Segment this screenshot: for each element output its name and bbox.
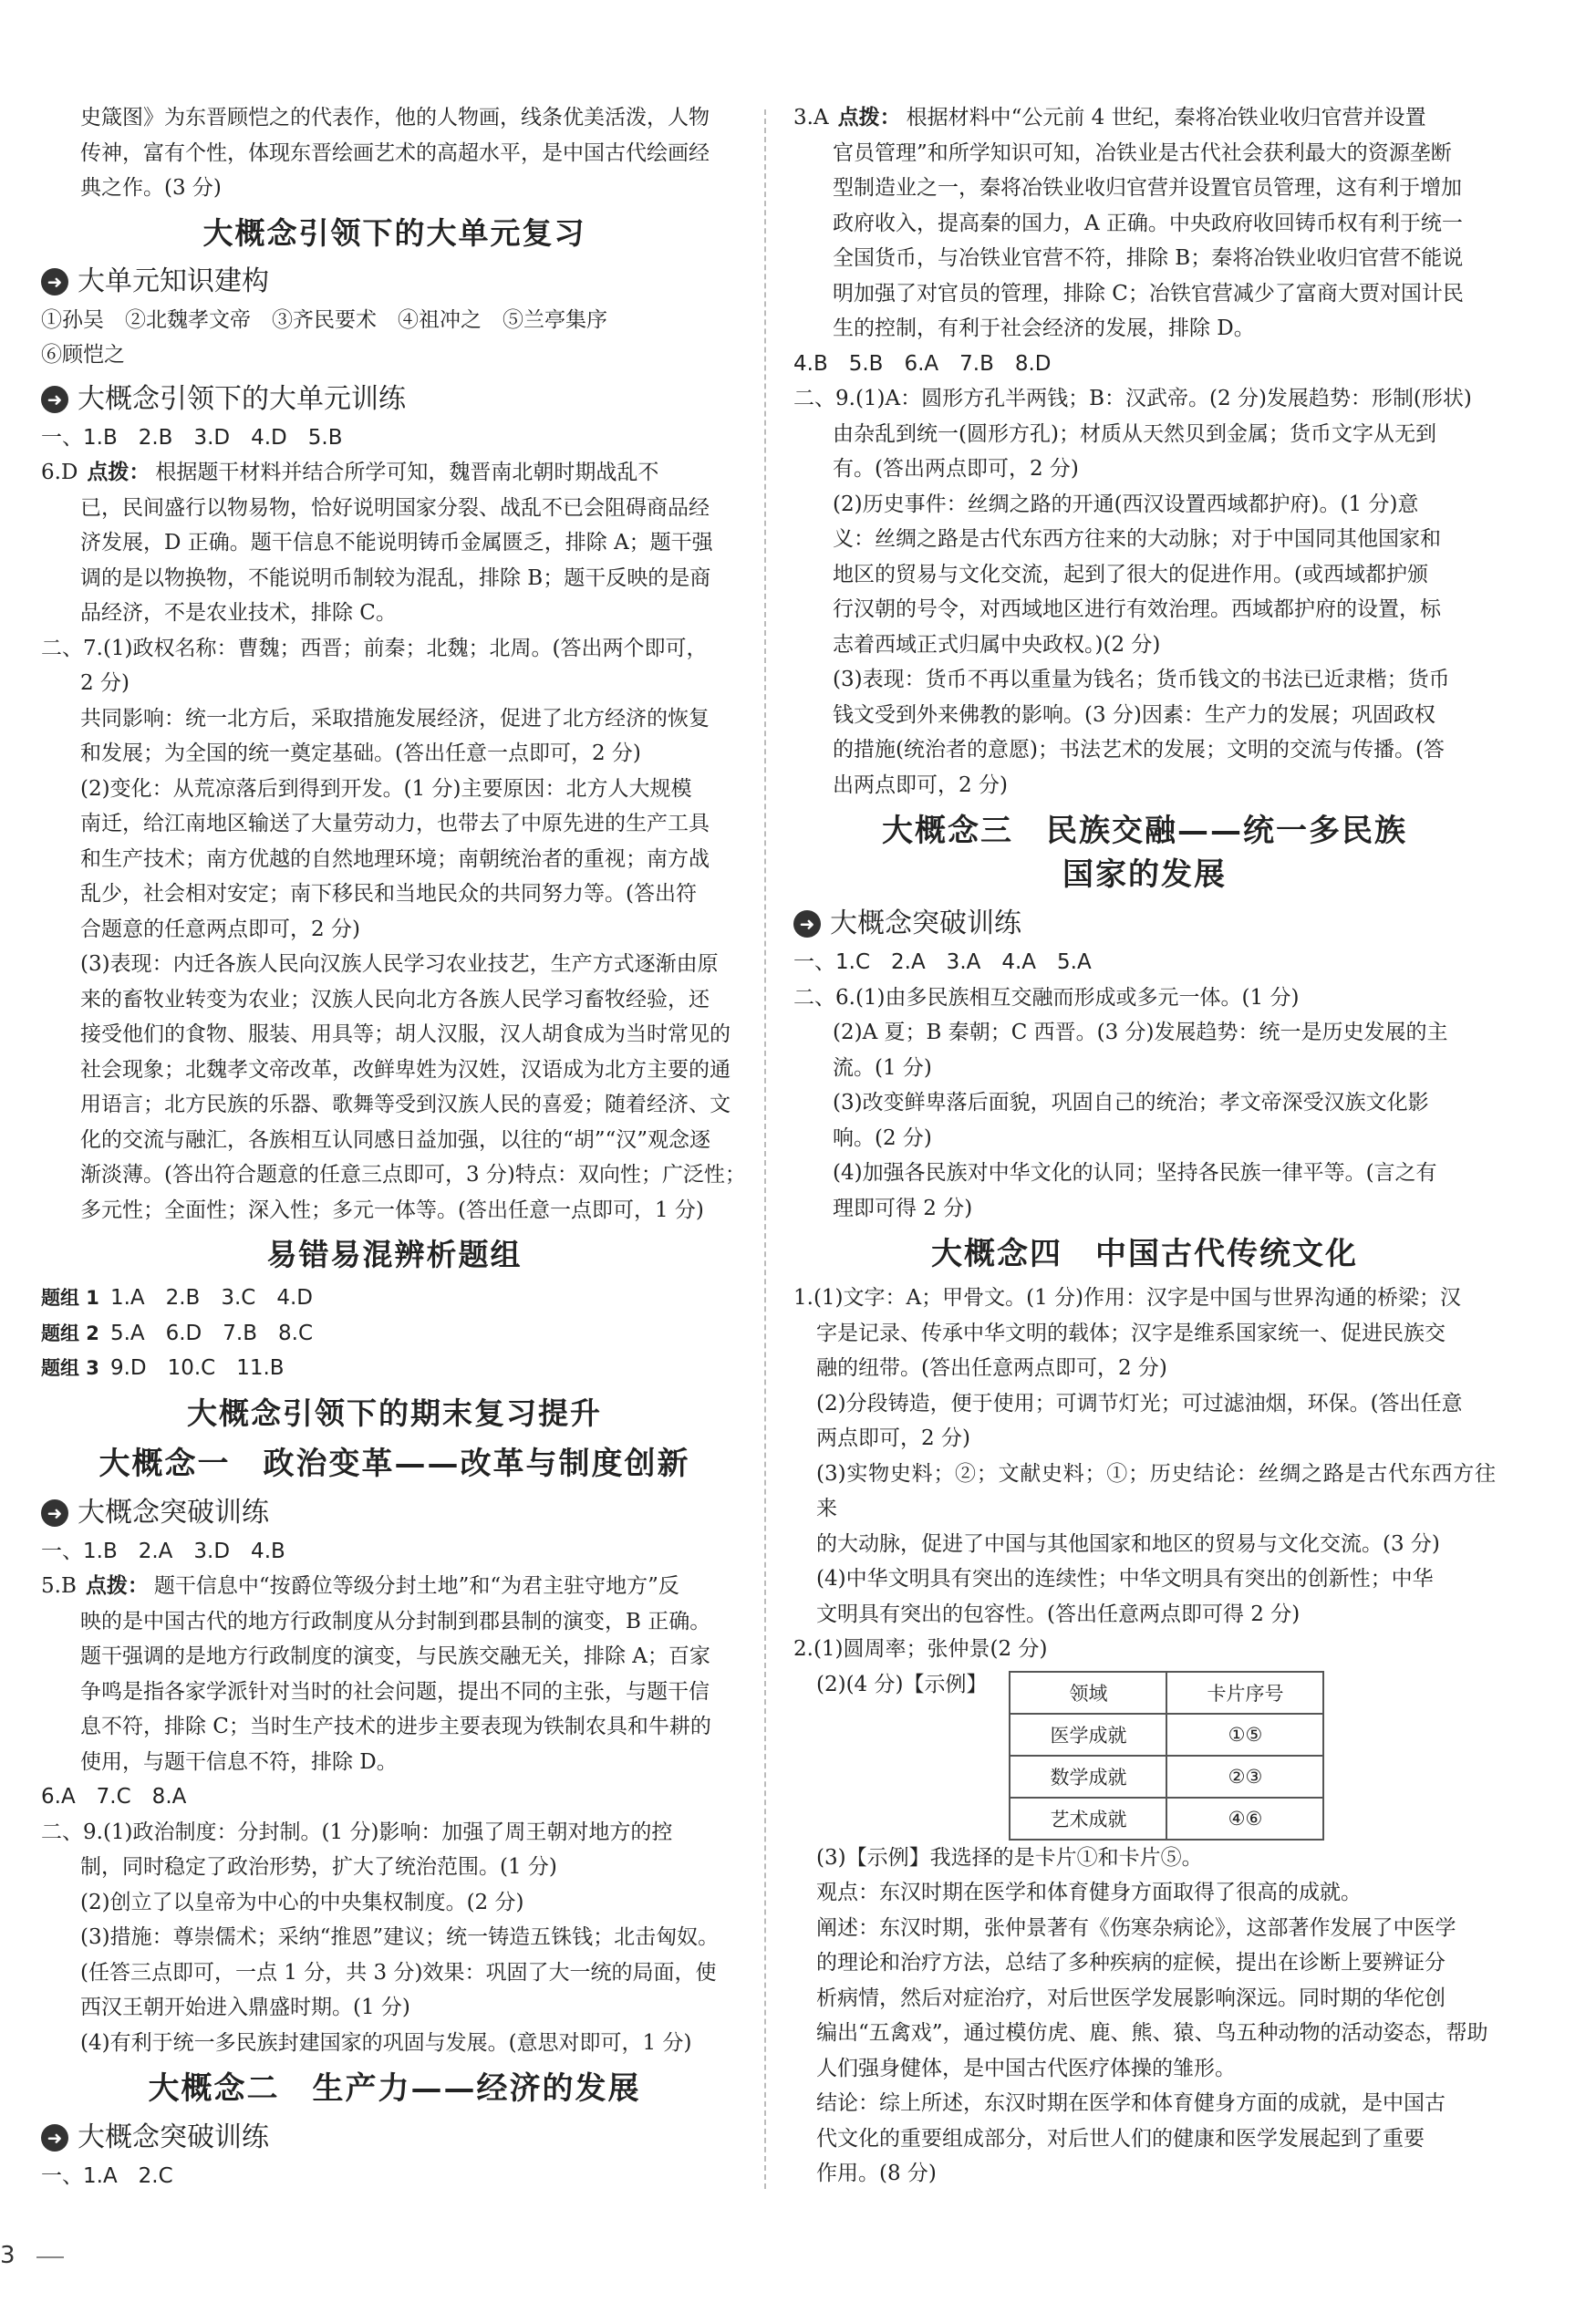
text-line: (2)历史事件：丝绸之路的开通(西汉设置西域都护府)。(1 分)意	[833, 492, 1419, 516]
subsection-label: 大概念突破训练	[78, 1496, 269, 1529]
text-line: 共同影响：统一北方后，采取措施发展经济，促进了北方经济的恢复	[80, 706, 710, 731]
section-title: 易错易混辨析题组	[266, 1237, 523, 1272]
subsection-label: 大概念突破训练	[830, 907, 1021, 939]
text-line: 映的是中国古代的地方行政制度从分封制到郡县制的演变，B 正确。	[80, 1609, 711, 1633]
arrow-circle-icon: ➜	[41, 2124, 68, 2152]
text-line: 1.(1)文字：A；甲骨文。(1 分)作用：汉字是中国与世界沟通的桥梁；汉	[793, 1286, 1462, 1310]
concept-title: 大概念二 生产力——经济的发展	[148, 2070, 641, 2107]
text-line: 来的畜牧业转变为农业；汉族人民向北方各族人民学习畜牧经验，还	[80, 987, 710, 1011]
text-line	[41, 1569, 748, 1604]
text-line: 品经济，不是农业技术，排除 C。	[80, 601, 397, 625]
q9-block	[41, 1850, 748, 2060]
text-line: 和发展；为全国的统一奠定基础。(答出任意一点即可，2 分)	[80, 741, 641, 765]
text-line: 两点即可，2 分)	[816, 1426, 970, 1450]
text-line: 二、7.(1)政权名称：曹魏；西晋；前秦；北魏；北周。(答出两个即可，	[41, 636, 708, 660]
text-line: 由杂乱到统一(圆形方孔)；材质从天然贝到金属；货币文字从无到	[833, 421, 1436, 446]
text-line: (3)改变鲜卑落后面貌，巩固自己的统治；孝文帝深受汉族文化影	[833, 1091, 1429, 1115]
table-cell: 医学成就	[1010, 1714, 1166, 1756]
text-line: (4)加强各民族对中华文化的认同；坚持各民族一律平等。(言之有	[833, 1161, 1437, 1185]
q6-block	[793, 1015, 1496, 1226]
text-line: 编出“五禽戏”，通过模仿虎、鹿、熊、猿、鸟五种动物的活动姿态，帮助	[816, 2021, 1488, 2045]
group-line	[41, 1316, 748, 1352]
text-line: 人们强身健体，是中国古代医疗体操的雏形。	[816, 2056, 1236, 2080]
text-line: 化的交流与融汇，各族相互认同感日益加强，以往的“胡”“汉”观念逐	[80, 1127, 711, 1152]
hint-tag: 点拨：	[837, 106, 901, 130]
text-line: 题干强调的是地方行政制度的演变，与民族交融无关，排除 A；百家	[80, 1644, 710, 1668]
q3-block	[793, 136, 1496, 347]
text-line: (2)A 夏；B 秦朝；C 西晋。(3 分)发展趋势：统一是历史发展的主	[833, 1021, 1448, 1044]
table-row	[1010, 1756, 1323, 1798]
text-line: 政府收入，提高秦的国力，A 正确。中央政府收回铸币权有利于统一	[833, 211, 1463, 235]
text-line: 根据材料中“公元前 4 世纪，秦将冶铁业收归官营并设置	[906, 106, 1426, 130]
intro-block	[41, 100, 748, 206]
text-line: 社会现象；北魏孝文帝改革，改鲜卑姓为汉姓，汉语成为北方主要的通	[80, 1057, 731, 1082]
text-line: 文明具有突出的包容性。(答出任意两点即可得 2 分)	[816, 1602, 1301, 1626]
q9-block	[793, 417, 1496, 804]
text-line: 用语言；北方民族的乐器、歌舞等受到汉族人民的喜爱；随着经济、文	[80, 1093, 731, 1116]
concept-title: 大概念一 政治变革——改革与制度创新	[98, 1445, 690, 1482]
arrow-circle-icon: ➜	[41, 268, 68, 296]
text-line: (4)中华文明具有突出的连续性；中华文明具有突出的创新性；中华	[816, 1567, 1434, 1591]
text-line: 争鸣是指各家学派针对当时的社会问题，提出不同的主张，与题干信	[80, 1679, 710, 1704]
section-title: 大概念引领下的大单元复习	[202, 214, 586, 251]
text-line: 制，同时稳定了政治形势，扩大了统治范围。(1 分)	[80, 1855, 557, 1879]
left-column	[41, 100, 748, 2194]
subsection-heading	[41, 1492, 748, 1534]
text-line: 义：丝绸之路是古代东西方往来的大动脉；对于中国同其他国家和	[833, 527, 1441, 551]
text-line: (4)有利于统一多民族封建国家的巩固与发展。(意思对即可，1 分)	[80, 2030, 692, 2055]
text-line: 题干信息中“按爵位等级分封土地”和“为君主驻守地方”反	[153, 1574, 679, 1598]
subsection-label: 大概念突破训练	[78, 2121, 269, 2153]
question-number: 5.B	[41, 1574, 77, 1598]
text-line: 响。(2 分)	[833, 1125, 932, 1150]
text-line: 二、9.(1)A：圆形方孔半两钱；B：汉武帝。(2 分)发展趋势：形制(形状)	[793, 387, 1472, 410]
table-header: 卡片序号	[1166, 1672, 1323, 1714]
group-answers: 5.A 6.D 7.B 8.C	[109, 1321, 313, 1345]
q1-block	[793, 1316, 1496, 1633]
arrow-circle-icon: ➜	[41, 1499, 68, 1527]
subsection-label: 大单元知识建构	[78, 264, 269, 297]
text-line: 典之作。(3 分)	[80, 176, 222, 200]
arrow-circle-icon: ➜	[41, 386, 68, 413]
text-line: 作用。(8 分)	[816, 2162, 937, 2185]
text-line: 流。(1 分)	[833, 1055, 932, 1080]
text-line: 西汉王朝开始进入鼎盛时期。(1 分)	[80, 1996, 410, 2019]
answer-line: 一、1.B 2.A 3.D 4.B	[41, 1539, 285, 1563]
text-line: 官员管理”和所学知识可知，冶铁业是古代社会获利最大的资源垄断	[833, 140, 1452, 165]
table-row	[1010, 1798, 1323, 1840]
text-line: ①孙吴 ②北魏孝文帝 ③齐民要术 ④祖冲之 ⑤兰亭集序	[41, 307, 607, 332]
text-line: 字是记录、传承中华文明的载体；汉字是维系国家统一、促进民族交	[816, 1321, 1446, 1345]
text-line	[793, 100, 1496, 136]
answer-line: 6.A 7.C 8.A	[41, 1785, 187, 1809]
text-line: 理即可得 2 分)	[833, 1196, 973, 1220]
answer-line: 一、1.C 2.A 3.A 4.A 5.A	[793, 950, 1092, 974]
text-line: 调的是以物换物，不能说明币制较为混乱，排除 B；题干反映的是商	[80, 565, 711, 590]
hint-tag: 点拨：	[87, 461, 150, 484]
text-line: 型制造业之一，秦将冶铁业收归官营并设置官员管理，这有利于增加	[833, 176, 1462, 200]
text-line: 济发展，D 正确。题干信息不能说明铸币金属匮乏，排除 A；题干强	[80, 531, 713, 555]
subsection-heading	[41, 261, 748, 303]
arrow-circle-icon: ➜	[793, 910, 821, 938]
text-line: (2)变化：从荒凉落后到得到开发。(1 分)主要原因：北方人大规模	[80, 776, 692, 801]
concept-title: 大概念三 民族交融——统一多民族	[882, 813, 1407, 849]
text-line: 2 分)	[80, 671, 130, 695]
answer-line: 一、1.A 2.C	[41, 2164, 173, 2188]
section-title: 大概念引领下的期末复习提升	[187, 1395, 602, 1431]
q6-block	[41, 491, 748, 631]
subsection-label: 大概念引领下的大单元训练	[78, 382, 406, 415]
text-line: 南迁，给江南地区输送了大量劳动力，也带去了中原先进的生产工具	[80, 812, 710, 835]
text-line: 阐述：东汉时期，张仲景著有《伤寒杂病论》，这部著作发展了中医学	[816, 1915, 1456, 1940]
table-header-row	[1010, 1672, 1323, 1714]
text-line: 渐淡薄。(答出符合题意的任意三点即可，3 分)特点：双向性；广泛性；	[80, 1163, 746, 1187]
text-line: 合题意的任意两点即可，2 分)	[80, 917, 360, 941]
text-line: 的大动脉，促进了中国与其他国家和地区的贸易与文化交流。(3 分)	[816, 1531, 1440, 1556]
answer-line: 4.B 5.B 6.A 7.B 8.D	[793, 351, 1052, 376]
text-line: (3)表现：货币不再以重量为钱名；货币钱文的书法已近隶楷；货币	[833, 668, 1450, 691]
text-line: 有。(答出两点即可，2 分)	[833, 457, 1079, 481]
text-line: 使用，与题干信息不符，排除 D。	[80, 1749, 398, 1774]
text-line: 生的控制，有利于社会经济的发展，排除 D。	[833, 316, 1255, 340]
text-line: 全国货币，与冶铁业官营不符，排除 B；秦将冶铁业收归官营不能说	[833, 246, 1464, 270]
hint-tag: 点拨：	[85, 1574, 149, 1598]
table-header: 领域	[1010, 1672, 1166, 1714]
text-line: (3)措施：尊崇儒术；采纳“推恩”建议；统一铸造五铢钱；北击匈奴。	[80, 1925, 720, 1949]
group-label: 题组 1	[41, 1287, 99, 1309]
q2-table-row	[793, 1667, 1496, 1841]
page-number: 3	[0, 2242, 16, 2269]
text-line: 钱文受到外来佛教的影响。(3 分)因素：生产力的发展；巩固政权	[833, 702, 1435, 727]
answer-line: 一、1.B 2.B 3.D 4.D 5.B	[41, 425, 343, 450]
text-line: 志着西域正式归属中央政权。)(2 分)	[833, 632, 1161, 657]
text-line: 明加强了对官员的管理，排除 C；冶铁官营减少了富商大贾对国计民	[833, 281, 1464, 306]
q5-block	[41, 1604, 748, 1780]
text-line: 接受他们的食物、服装、用具等；胡人汉服，汉人胡食成为当时常见的	[80, 1022, 731, 1046]
column-divider	[764, 109, 766, 2189]
group-answers: 1.A 2.B 3.C 4.D	[109, 1286, 313, 1310]
text-line: 地区的贸易与文化交流，起到了很大的促进作用。(或西域都护颁	[833, 562, 1428, 586]
q2-rest-block	[793, 1841, 1496, 2192]
right-column	[793, 100, 1496, 2192]
group-line	[41, 1351, 748, 1386]
text-line: 和生产技术；南方优越的自然地理环境；南朝统治者的重视；南方战	[80, 846, 710, 871]
text-line: 出两点即可，2 分)	[833, 773, 1008, 797]
question-number: 6.D	[41, 461, 78, 484]
subsection-heading	[41, 379, 748, 420]
text-line: 析病情，然后对症治疗，对后世医学发展影响深远。同时期的华佗创	[816, 1986, 1446, 2010]
table-cell: ④⑥	[1166, 1798, 1323, 1840]
text-line: (3)实物史料；②；文献史料；①；历史结论：丝绸之路是古代东西方往来	[816, 1461, 1496, 1520]
text-line: (2)创立了以皇帝为中心的中央集权制度。(2 分)	[80, 1890, 524, 1914]
concept-title: 大概念四 中国古代传统文化	[931, 1236, 1358, 1272]
text-line: 的措施(统治者的意愿)；书法艺术的发展；文明的交流与传播。(答	[833, 738, 1445, 762]
text-line: 二、6.(1)由多民族相互交融而形成或多元一体。(1 分)	[793, 985, 1300, 1010]
group-label: 题组 3	[41, 1357, 99, 1379]
text-line: ⑥顾恺之	[41, 343, 125, 367]
q7-block	[41, 666, 748, 1228]
table-label: (2)(4 分)【示例】	[816, 1672, 988, 1696]
page-number-rule	[36, 2256, 64, 2258]
table-cell: ①⑤	[1166, 1714, 1323, 1756]
concept-title-cont: 国家的发展	[1062, 856, 1227, 893]
table-cell: 数学成就	[1010, 1756, 1166, 1798]
text-line: 多元性；全面性；深入性；多元一体等。(答出任意一点即可，1 分)	[80, 1198, 704, 1222]
text-line: 根据题干材料并结合所学可知，魏晋南北朝时期战乱不	[155, 461, 659, 484]
text-line: 二、9.(1)政治制度：分封制。(1 分)影响：加强了周王朝对地方的控	[41, 1820, 673, 1844]
group-answers: 9.D 10.C 11.B	[109, 1356, 285, 1380]
group-line	[41, 1281, 748, 1316]
text-line: 行汉朝的号令，对西域地区进行有效治理。西域都护府的设置，标	[833, 597, 1441, 621]
table-cell: 艺术成就	[1010, 1798, 1166, 1840]
text-line: 2.(1)圆周率；张仲景(2 分)	[793, 1637, 1048, 1661]
text-line: 史箴图》为东晋顾恺之的代表作，他的人物画，线条优美活泼，人物	[80, 106, 710, 130]
text-line: (任答三点即可，一点 1 分，共 3 分)效果：巩固了大一统的局面，使	[80, 1960, 717, 1985]
text-line: 结论：综上所述，东汉时期在医学和体育健身方面的成就，是中国古	[816, 2091, 1446, 2115]
text-line: (2)分段铸造，便于使用；可调节灯光；可过滤油烟，环保。(答出任意	[816, 1391, 1463, 1416]
text-line: 已，民间盛行以物易物，恰好说明国家分裂、战乱不已会阻碍商品经	[80, 495, 710, 520]
text-line: (3)【示例】我选择的是卡片①和卡片⑤。	[816, 1845, 1203, 1870]
text-line: 融的纽带。(答出任意两点即可，2 分)	[816, 1356, 1167, 1380]
table-cell: ②③	[1166, 1756, 1323, 1798]
subsection-heading	[793, 903, 1496, 945]
table-row	[1010, 1714, 1323, 1756]
text-line	[41, 455, 748, 491]
text-line: 的理论和治疗方法，总结了多种疾病的症候，提出在诊断上要辨证分	[816, 1951, 1446, 1975]
text-line: 息不符，排除 C；当时生产技术的进步主要表现为铁制农具和牛耕的	[80, 1715, 711, 1738]
text-line: 乱少，社会相对安定；南下移民和当地民众的共同努力等。(答出符	[80, 882, 697, 906]
text-line: 传神，富有个性，体现东晋绘画艺术的高超水平，是中国古代绘画经	[80, 140, 710, 165]
text-line: (3)表现：内迁各族人民向汉族人民学习农业技艺，生产方式逐渐由原	[80, 952, 719, 976]
question-number: 3.A	[793, 106, 829, 130]
text-line: 代文化的重要组成部分，对后世人们的健康和医学发展起到了重要	[816, 2126, 1425, 2151]
achievement-table	[1009, 1671, 1324, 1841]
subsection-heading	[41, 2117, 748, 2159]
text-line: 观点：东汉时期在医学和体育健身方面取得了很高的成就。	[816, 1881, 1362, 1904]
group-label: 题组 2	[41, 1322, 99, 1344]
